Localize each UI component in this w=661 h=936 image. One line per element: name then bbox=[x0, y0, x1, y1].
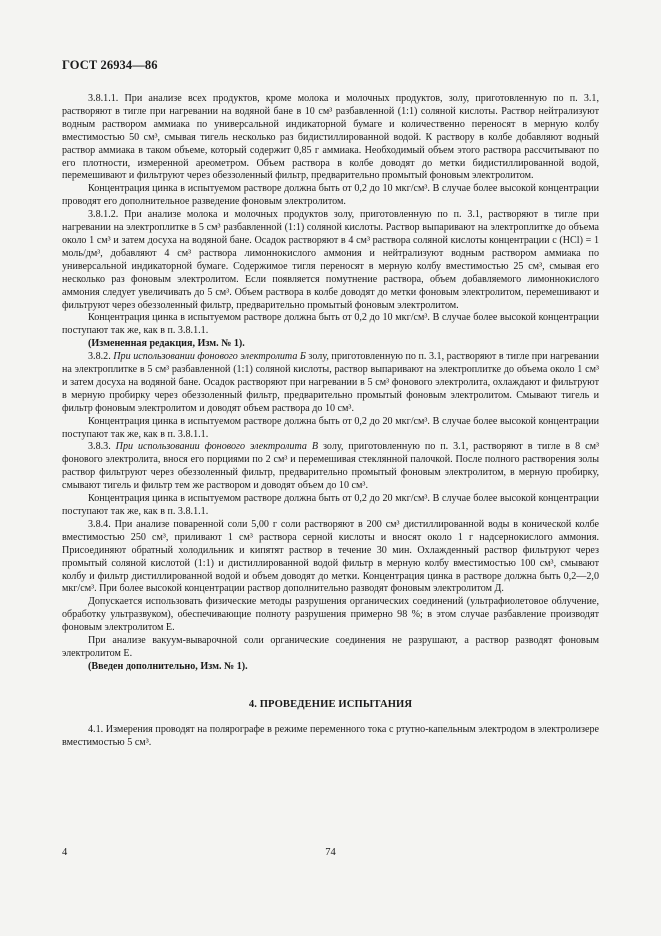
paragraph-3-8-4: 3.8.4. При анализе поваренной соли 5,00 г соли растворяют в 200 см³ дистиллированной воды в конической колбе вместимостью 250 см³, приливают 1 см³ раствора серной кислоты и вносят около 1 г надсернокислого аммония. Присоединяют обратный холодильник и кипятят раствор в течение 30 мин. Охлажденный раствор фильтруют через промытый соляной кислотой (1:1) и дистиллированной водой фильтр в мерную колбу вместимостью 100 см³, смывают колбу и фильтр дистиллированной водой и объем доводят до метки. Концентрация цинка в растворе должна быть 0,2—2,0 мкг/см³. При более высокой концентрации раствор дополнительно разводят фоновым электролитом Д. bbox=[62, 518, 599, 595]
paragraph-concentration-4: Концентрация цинка в испытуемом растворе должна быть от 0,2 до 20 мкг/см³. В случае более высокой концентрации поступают так же, как в п. 3.8.1.1. bbox=[62, 493, 599, 517]
amendment-note-1: (Измененная редакция, Изм. № 1). bbox=[88, 338, 245, 350]
paragraph-concentration-3: Концентрация цинка в испытуемом растворе должна быть от 0,2 до 20 мкг/см³. В случае более высокой концентрации поступают так же, как в п. 3.8.1.1. bbox=[62, 415, 599, 440]
footer-page-left: 4 bbox=[62, 847, 68, 858]
clause-text-3-8-2: золу, приготовленную по п. 3.1, растворяют в тигле при нагревании на электроплитке в 5 см³ разбавленной (1:1) соляной кислоты, раствор выпаривают на электроплитке до объема около 1 см³ и затем досуха на водяной бане. Осадок растворяют при нагревании в 5 см³ фонового электролита, охлаждают и фильтруют в мерную пробирку через обеззоленный фильтр, предварительно промытый фоновым электролитом. Смывают тигель и фильтр фоновым электролитом и доводят объем раствора до 10 см³. bbox=[62, 351, 599, 414]
amendment-note-2: (Введен дополнительно, Изм. № 1). bbox=[88, 660, 248, 672]
footer-page-number: 74 bbox=[325, 847, 336, 858]
paragraph-physical-methods: Допускается использовать физические методы разрушения органических соединений (ультрафиолетовое облучение, обработку ультразвуком), обеспечивающие полноту разрушения примерно 98 %; в этом случае разбавление производят фоновым электролитом Е. bbox=[62, 596, 599, 634]
section-title: 4. ПРОВЕДЕНИЕ ИСПЫТАНИЯ bbox=[248, 698, 413, 710]
document-body bbox=[62, 93, 599, 750]
clause-number-3-8-2: 3.8.2. bbox=[88, 351, 114, 363]
paragraph-concentration-1: Концентрация цинка в испытуемом растворе должна быть от 0,2 до 10 мкг/см³. В случае более высокой концентрации проводят его дополнительное разведение фоновым электролитом. bbox=[62, 183, 599, 208]
clause-number-3-8-3: 3.8.3. bbox=[88, 441, 116, 453]
paragraph-3-8-1-2: 3.8.1.2. При анализе молока и молочных продуктов золу, приготовленную по п. 3.1, растворяют в тигле при нагревании на электроплитке в 5 см³ разбавленной (1:1) соляной кислоты. Раствор выпаривают на электроплитке до объема около 1 см³ и затем досуха на водяной бане. Осадок растворяют в 4 см³ раствора соляной кислоты концентрации c (HCl) = 1 моль/дм³, добавляют 4 см³ раствора лимоннокислого аммония и нейтрализуют водным раствором аммиака по универсальной индикаторной бумаге. Содержимое тигля переносят в мерную колбу вместимостью 25 см³, смывая его несколько раз фоновым электролитом. Если появляется помутнение раствора, объем добавляемого лимоннокислого аммония следует увеличивать до 5 см³. Объем раствора в колбе доводят до метки фоновым электролитом, перемешивают и фильтруют через обеззоленный фильтр, предварительно промытый фоновым электролитом. bbox=[62, 209, 599, 311]
paragraph-3-8-2 bbox=[62, 351, 599, 416]
paragraph-3-8-1-1: 3.8.1.1. При анализе всех продуктов, кроме молока и молочных продуктов, золу, приготовленную по п. 3.1, растворяют в тигле при нагревании на водяной бане в 10 см³ разбавленной (1:1) соляной кислоты. Раствор нейтрализуют водным раствором аммиака по универсальной индикаторной бумаге и количественно переносят в мерную колбу вместимостью 50 см³, смывая тигель несколько раз бидистиллированной водой. К раствору в колбе добавляют водный раствор аммиака в таком объеме, который содержит 0,85 г аммиака. Необходимый объем этого раствора рассчитывают по его плотности, измеренной ареометром. Объем раствора в колбе доводят до метки бидистиллированной водой, перемешивают и фильтруют через обеззоленный фильтр, предварительно промытый фоновым электролитом. bbox=[62, 93, 599, 182]
clause-emphasis-3-8-3: При использовании фонового электролита В bbox=[115, 441, 319, 453]
paragraph-3-8-3 bbox=[62, 441, 599, 493]
clause-emphasis-3-8-2: При использовании фонового электролита Б bbox=[113, 351, 306, 363]
document-header: ГОСТ 26934—86 bbox=[62, 58, 158, 72]
paragraph-vacuum-salt: При анализе вакуум-выварочной соли органические соединения не разрушают, а раствор разводят фоновым электролитом Е. bbox=[62, 635, 599, 659]
paragraph-4-1: 4.1. Измерения проводят на полярографе в режиме переменного тока с ртутно-капельным электродом в электролизере вместимостью 5 см³. bbox=[62, 723, 599, 748]
clause-text-3-8-3: золу, приготовленную по п. 3.1, растворяют в тигле в 8 см³ фонового электролита, внося его порциями по 2 см³ и перемешивая стеклянной палочкой. После полного растворения золы раствор фильтруют через обеззоленный фильтр, предварительно промытый фоновым электролитом, в мерную пробирку, смывают тигель и фильтр тем же раствором и доводят объем до 10 см³. bbox=[62, 441, 599, 492]
paragraph-concentration-2: Концентрация цинка в испытуемом растворе должна быть от 0,2 до 10 мкг/см³. В случае более высокой концентрации поступают так же, как в п. 3.8.1.1. bbox=[62, 312, 599, 337]
